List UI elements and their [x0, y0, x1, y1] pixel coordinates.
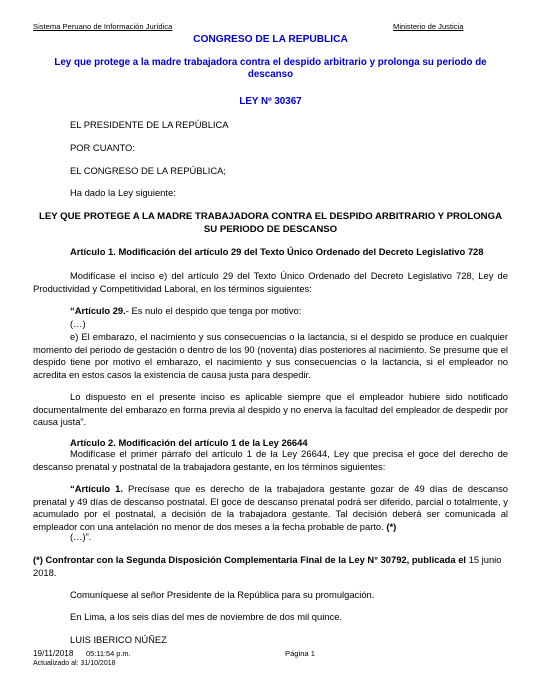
header-source: Sistema Peruano de Información Jurídica [33, 22, 173, 31]
preamble-ha-dado: Ha dado la Ley siguiente: [70, 187, 176, 198]
article29-paragraph-2: Lo dispuesto en el presente inciso es aplicable siempre que el empleador hubiere sido notificado documentalmente del embarazo en forma previa al despido y no enerva la facultad del empleador de despedir por causa justa”. [33, 391, 508, 428]
article29-quote-lead [33, 305, 541, 318]
preamble-president: EL PRESIDENTE DE LA REPÚBLICA [70, 119, 229, 130]
confront-note [33, 554, 508, 579]
closing-promulgation: Comuníquese al señor Presidente de la República para su promulgación. [70, 589, 375, 600]
article1-quote-label: “Artículo 1. [70, 483, 123, 494]
article1-quote-ellipsis: (…)”. [70, 531, 92, 542]
confront-note-date: 15 junio 2018. [33, 554, 502, 578]
signer-name: LUIS IBERICO NÚÑEZ [70, 634, 167, 645]
article2-title: Artículo 2. Modificación del artículo 1 de la Ley 26644 [70, 437, 308, 448]
footer-updated: Actualizado al: 31/10/2018 [33, 660, 116, 667]
article2-intro: Modifícase el primer párrafo del artículo 1 de la Ley 26644, Ley que precisa el goce del derecho de descanso prenatal y postnatal de la trabajadora gestante, en los términos siguientes: [33, 448, 508, 472]
article29-paragraph-e: e) El embarazo, el nacimiento y sus consecuencias o la lactancia, si el despido se produce en cualquier momento del periodo de gestación o dentro de los 90 (noventa) días posteriores al nacimiento. Se presume que el despido tiene por motivo el embarazo, el nacimiento y sus consecuencias o la lactancia, si el empleador no acredita en estos casos la existencia de causa justa para despedir. [33, 331, 508, 381]
article1-intro: Modifícase el inciso e) del artículo 29 del Texto Único Ordenado del Decreto Legislativo 728, Ley de Productividad y Competitividad Laboral, en los términos siguientes: [33, 270, 508, 294]
article29-ellipsis: (…) [70, 318, 86, 329]
congress-heading: CONGRESO DE LA REPUBLICA [193, 34, 348, 45]
footer-page: Página 1 [285, 649, 315, 658]
preamble-congress: EL CONGRESO DE LA REPÚBLICA; [70, 165, 226, 176]
article1-quote [33, 483, 508, 534]
article29-text: - Es nulo el despido que tenga por motivo: [125, 305, 302, 316]
footer-date: 19/11/2018 [33, 649, 74, 658]
confront-note-text: (*) Confrontar con la Segunda Disposición Complementaria Final de la Ley N° 30792, publicada el [33, 554, 467, 565]
article29-label: “Artículo 29. [70, 305, 126, 316]
confront-marker: (*) [383, 521, 397, 533]
main-law-title: LEY QUE PROTEGE A LA MADRE TRABAJADORA CONTRA EL DESPIDO ARBITRARIO Y PROLONGA SU PERIODO DE DESCANSO [38, 211, 503, 236]
law-number: LEY Nº 30367 [239, 96, 302, 107]
law-title: Ley que protege a la madre trabajadora contra el despido arbitrario y prolonga su periodo de descanso [54, 57, 487, 81]
article1-title: Artículo 1. Modificación del artículo 29 del Texto Único Ordenado del Decreto Legislativo 728 [70, 246, 484, 257]
preamble-por-cuanto: POR CUANTO: [70, 142, 135, 153]
footer-time: 05:11:54 p.m. [86, 649, 131, 658]
closing-place-date: En Lima, a los seis días del mes de noviembre de dos mil quince. [70, 611, 343, 622]
header-ministry: Ministerio de Justicia [393, 22, 464, 31]
article1-quote-text: Precísase que es derecho de la trabajadora gestante gozar de 49 días de descanso prenatal y 49 días de descanso postnatal. El goce de descanso prenatal podrá ser diferido, parcial o totalmente, y acumulado por el postnatal, a decisión de la trabajadora gestante. Tal decisión deberá ser comunicada al empleador con una antelación no menor de dos meses a la fecha probable de parto. [33, 483, 509, 533]
